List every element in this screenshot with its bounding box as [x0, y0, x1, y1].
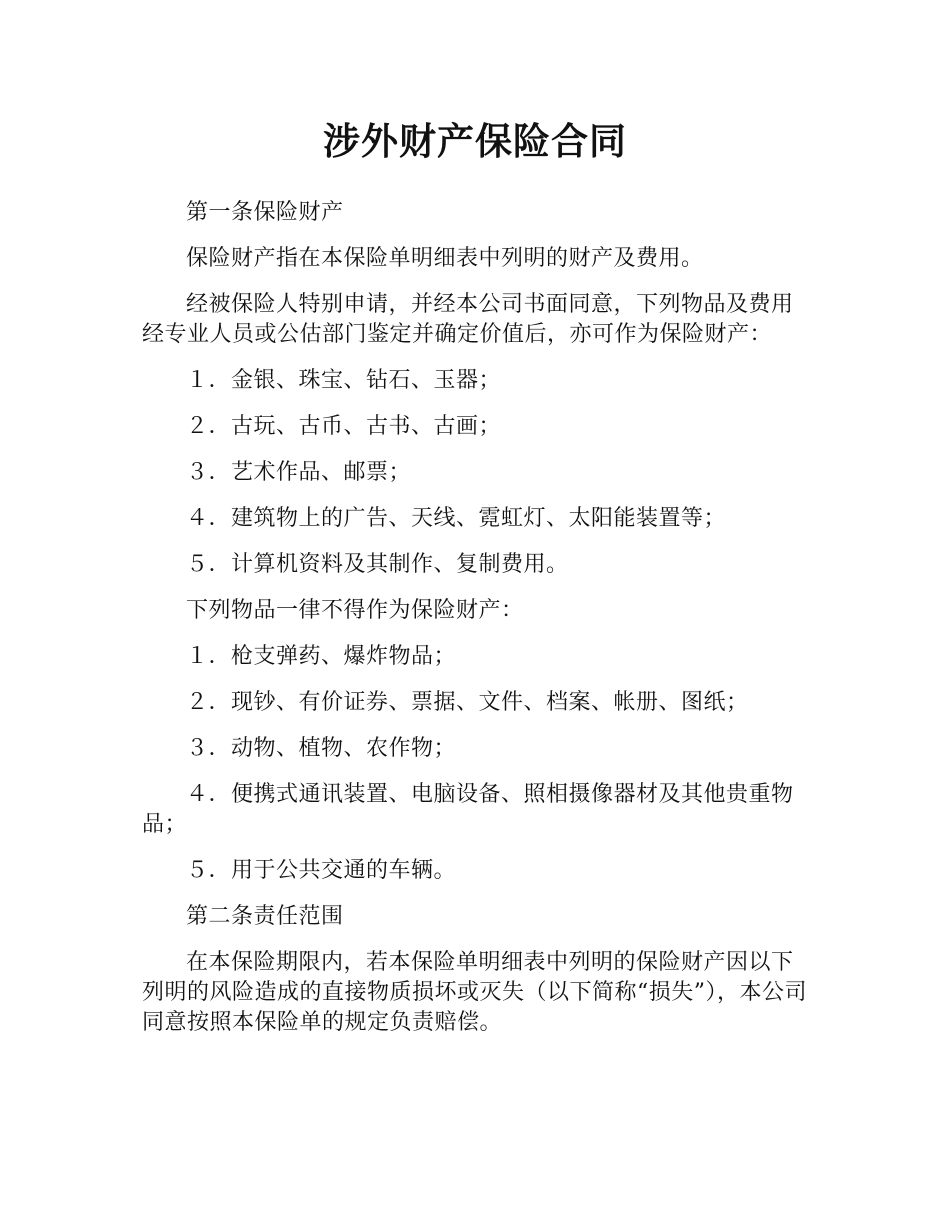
section-heading: 第二条责任范围 — [186, 904, 344, 929]
document-body — [142, 198, 814, 1054]
paragraph: 保险财产指在本保险单明细表中列明的财产及费用。 — [186, 246, 704, 271]
document-title: 涉外财产保险合同 — [323, 120, 627, 163]
list-item: １．枪支弹药、爆炸物品； — [186, 644, 457, 669]
paragraph: 第一条保险财产 — [186, 200, 344, 225]
paragraph: 经被保险人特别申请，并经本公司书面同意，下列物品及费用经专业人员或公估部门鉴定并确定价值后，亦可作为保险财产： — [142, 292, 794, 347]
list-item: ３．艺术作品、邮票； — [186, 460, 412, 485]
paragraph: 下列物品一律不得作为保险财产： — [186, 598, 524, 623]
list-item: ５．计算机资料及其制作、复制费用。 — [186, 552, 569, 577]
list-item: ４．建筑物上的广告、天线、霓虹灯、太阳能装置等； — [186, 506, 727, 531]
list-item: １．金银、珠宝、钻石、玉器； — [186, 368, 502, 393]
list-item: ３．动物、植物、农作物； — [186, 736, 457, 761]
list-item: ２．古玩、古币、古书、古画； — [186, 414, 502, 439]
list-item: ５．用于公共交通的车辆。 — [186, 858, 457, 883]
paragraph: 在本保险期限内，若本保险单明细表中列明的保险财产因以下列明的风险造成的直接物质损坏或灭失（以下简称“损失”），本公司同意按照本保险单的规定负责赔偿。 — [142, 950, 807, 1035]
list-item: ４．便携式通讯装置、电脑设备、照相摄像器材及其他贵重物品； — [142, 782, 794, 837]
list-item: ２．现钞、有价证券、票据、文件、档案、帐册、图纸； — [186, 690, 749, 715]
